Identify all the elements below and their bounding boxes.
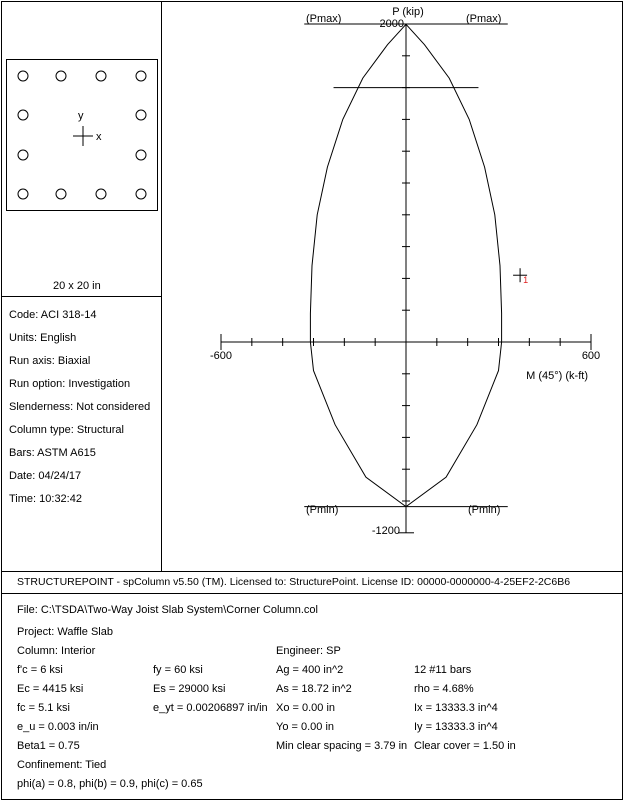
x-tick-label-min: -600	[209, 350, 233, 362]
detail-confinement: Confinement: Tied	[17, 759, 107, 771]
load-point-label: 1	[523, 275, 529, 286]
rebar	[96, 189, 106, 199]
divider	[1, 571, 623, 572]
y-tick-label-max: 2000	[379, 18, 404, 30]
detail-ix: Ix = 13333.3 in^4	[414, 702, 498, 714]
chart-labels	[210, 6, 600, 537]
info-run-axis: Run axis: Biaxial	[9, 355, 91, 367]
detail-column: Column: Interior	[17, 645, 96, 657]
pmin-right-label: (Pmin)	[468, 504, 501, 516]
rebar	[18, 189, 28, 199]
rebar-layout	[18, 71, 146, 199]
detail-xo: Xo = 0.00 in	[276, 702, 336, 714]
detail-fc: f'c = 6 ksi	[17, 664, 63, 676]
detail-ag: Ag = 400 in^2	[276, 664, 344, 676]
pmax-right-label: (Pmax)	[466, 13, 502, 25]
rebar	[56, 71, 66, 81]
section-axis-x: x	[96, 131, 102, 143]
y-axis-label: P (kip)	[392, 6, 424, 18]
detail-fc2: fc = 5.1 ksi	[17, 702, 70, 714]
divider	[1, 593, 623, 594]
detail-yo: Yo = 0.00 in	[276, 721, 335, 733]
chart-curve	[310, 24, 527, 506]
column-section-drawing	[7, 60, 157, 210]
license-bar: STRUCTUREPOINT - spColumn v5.50 (TM). Licensed to: StructurePoint. License ID: 00000-0000000-4-25EF2-2C6B6	[17, 576, 571, 588]
rebar	[96, 71, 106, 81]
info-code: Code: ACI 318-14	[9, 309, 97, 321]
detail-engineer: Engineer: SP	[276, 645, 341, 657]
detail-min-spacing: Min clear spacing = 3.79 in	[276, 740, 408, 752]
detail-clear-cover: Clear cover = 1.50 in	[414, 740, 516, 752]
section-axis-y: y	[78, 110, 84, 122]
pmin-left-label: (Pmin)	[306, 504, 339, 516]
rebar	[136, 150, 146, 160]
divider	[1, 296, 162, 297]
detail-ec: Ec = 4415 ksi	[17, 683, 84, 695]
detail-as: As = 18.72 in^2	[276, 683, 352, 695]
column-section	[6, 59, 158, 211]
detail-phi: phi(a) = 0.8, phi(b) = 0.9, phi(c) = 0.65	[17, 778, 203, 790]
interaction-diagram	[163, 2, 623, 571]
rebar	[136, 189, 146, 199]
rebar	[136, 110, 146, 120]
x-tick-label-max: 600	[581, 350, 601, 362]
x-axis-label: M (45°) (k-ft)	[526, 370, 588, 382]
info-date: Date: 04/24/17	[9, 470, 82, 482]
info-units: Units: English	[9, 332, 77, 344]
rebar	[56, 189, 66, 199]
info-time: Time: 10:32:42	[9, 493, 82, 505]
detail-e-yt: e_yt = 0.00206897 in/in	[153, 702, 268, 714]
detail-fy: fy = 60 ksi	[153, 664, 203, 676]
info-bars: Bars: ASTM A615	[9, 447, 96, 459]
detail-file: File: C:\TSDA\Two-Way Joist Slab System\Corner Column.col	[17, 604, 318, 616]
info-run-option: Run option: Investigation	[9, 378, 131, 390]
rebar	[136, 71, 146, 81]
detail-project: Project: Waffle Slab	[17, 626, 113, 638]
pmax-left-label: (Pmax)	[306, 13, 342, 25]
rebar	[18, 71, 28, 81]
detail-rho: rho = 4.68%	[414, 683, 474, 695]
info-column-type: Column type: Structural	[9, 424, 124, 436]
detail-e-u: e_u = 0.003 in/in	[17, 721, 99, 733]
detail-bars: 12 #11 bars	[414, 664, 472, 676]
detail-iy: Iy = 13333.3 in^4	[414, 721, 498, 733]
section-size-label: 20 x 20 in	[53, 280, 101, 292]
rebar	[18, 150, 28, 160]
detail-es: Es = 29000 ksi	[153, 683, 226, 695]
info-slenderness: Slenderness: Not considered	[9, 401, 151, 413]
y-tick-label-min: -1200	[371, 525, 400, 537]
detail-beta1: Beta1 = 0.75	[17, 740, 80, 752]
rebar	[18, 110, 28, 120]
